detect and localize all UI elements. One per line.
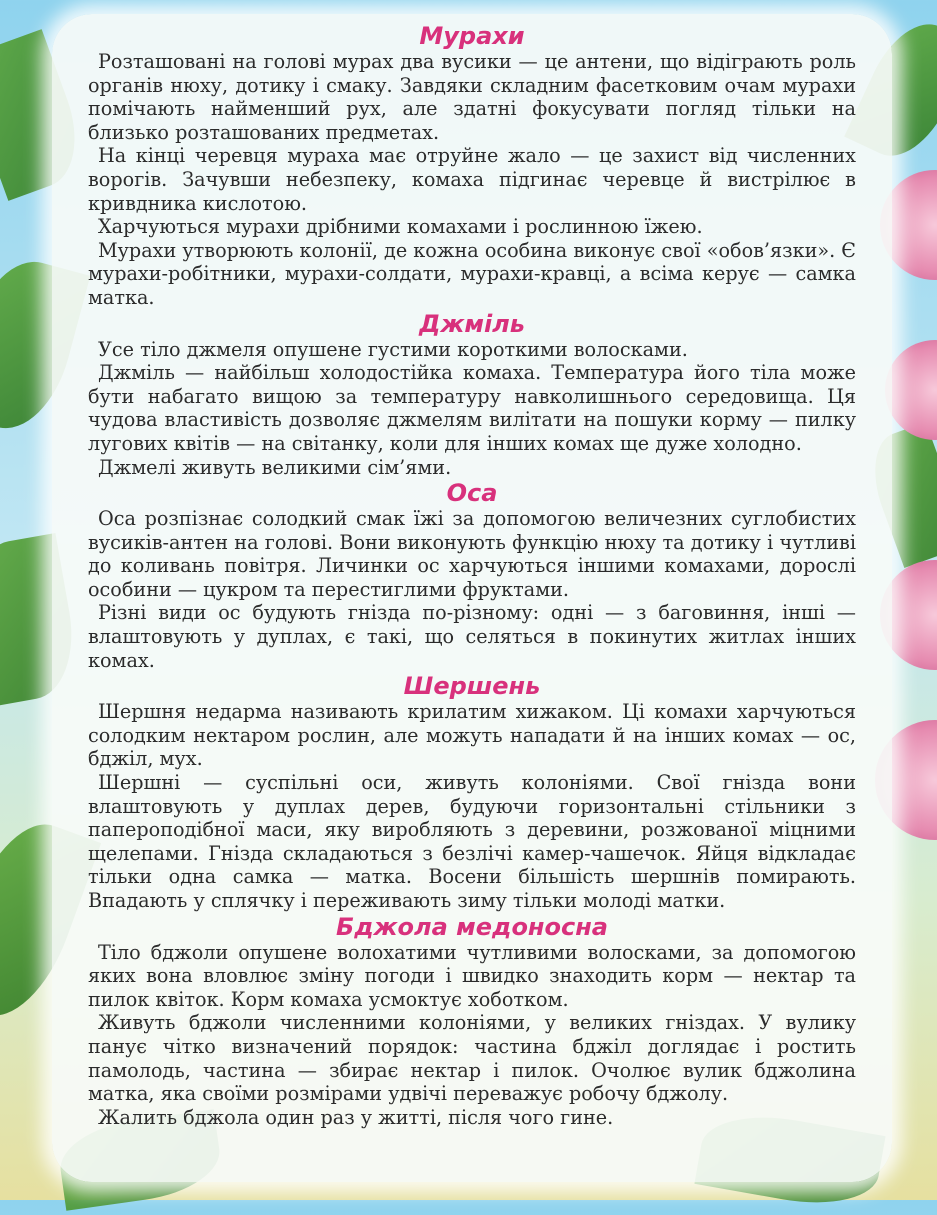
flower-illustration (885, 340, 937, 440)
paragraph: Розташовані на голові мурах два вусики — це антени, що відіграють роль органів нюху, дотику і смаку. Завдяки складним фасетковим очам мурахи помічають найменший рух, але здатні фокусувати погляд тільки на близько розташованих предметах. (88, 50, 856, 144)
paragraph: Джмелі живуть великими сім’ями. (98, 455, 452, 479)
section-title: Бджола медоносна (335, 912, 608, 941)
paragraph: Жалить бджола один раз у житті, після чого гине. (98, 1105, 614, 1129)
paragraph: Усе тіло джмеля опушене густими короткими волосками. (98, 337, 688, 361)
section-title: Джміль (419, 309, 525, 338)
section-honeybee (88, 913, 856, 1130)
paragraph: Тіло бджоли опушене волохатими чутливими волосками, за допомогою яких вона вловлює зміну погоди і швидко знаходить корм — нектар та пилок квіток. Корм комаха усмоктує хоботком. (88, 940, 856, 1011)
paragraph: Живуть бджоли численними колоніями, у великих гніздах. У вулику панує чітко визначений порядок: частина бджіл доглядає і ростить памолодь, частина — збирає нектар і пилок. Очолює вулик бджолина матка, яка своїми розмірами удвічі переважує робочу бджолу. (88, 1011, 856, 1106)
section-ants (88, 22, 856, 310)
paragraph: Мурахи утворюють колонії, де кожна особина виконує свої «обов’язки». Є мурахи-робітники, мурахи-солдати, мурахи-кравці, а всіма керує — самка матка. (88, 238, 856, 309)
paragraph: Оса розпізнає солодкий смак їжі за допомогою величезних суглобистих вусиків-антен на голові. Вони виконують функцію нюху та дотику і чутливі до коливань повітря. Личинки ос харчуються іншими комахами, дорослі особини — цукром та перестиглими фруктами. (88, 507, 856, 601)
paragraph: Шершні — суспільні оси, живуть колоніями. Свої гнізда вони влаштовують у дуплах дерев, будуючи горизонтальні стільники з папероподібної маси, яку виробляють з деревини, розжованої міцними щелепами. Гнізда складаються з безлічі камер-чашечок. Яйця відкладає тільки одна самка — матка. Восени більшість шершнів помирають. Впадають у сплячку і переживають зиму тільки молоді матки. (88, 771, 856, 912)
section-wasp (88, 479, 856, 672)
section-bumblebee (88, 310, 856, 480)
paragraph: Харчуються мурахи дрібними комахами і рослинною їжею. (98, 215, 703, 239)
paragraph: Різні види ос будують гнізда по-різному: одні — з баговиння, інші — влаштовують у дуплах, є такі, що селяться в покинутих житлах інших комах. (88, 601, 856, 672)
section-title: Мурахи (419, 22, 525, 50)
article-content (88, 22, 856, 1129)
paragraph: На кінці черевця мураха має отруйне жало — це захист від численних ворогів. Зачувши небезпеку, комаха підгинає черевце й вистрілює в кривдника кислотою. (88, 144, 856, 215)
paragraph: Джміль — найбільш холодостійка комаха. Температура його тіла може бути набагато вищою за температуру навколишнього середовища. Ця чудова властивість дозволяє джмелям вилітати на пошуки корму — пилку лугових квітів — на світанку, коли для інших комах ще дуже холодно. (88, 361, 856, 455)
section-title: Оса (446, 479, 498, 508)
paragraph: Шершня недарма називають крилатим хижаком. Ці комахи харчуються солодким нектаром рослин, але можуть нападати й на інших комах — ос, бджіл, мух. (88, 700, 856, 771)
section-hornet (88, 672, 856, 912)
section-title: Шершень (403, 672, 541, 701)
